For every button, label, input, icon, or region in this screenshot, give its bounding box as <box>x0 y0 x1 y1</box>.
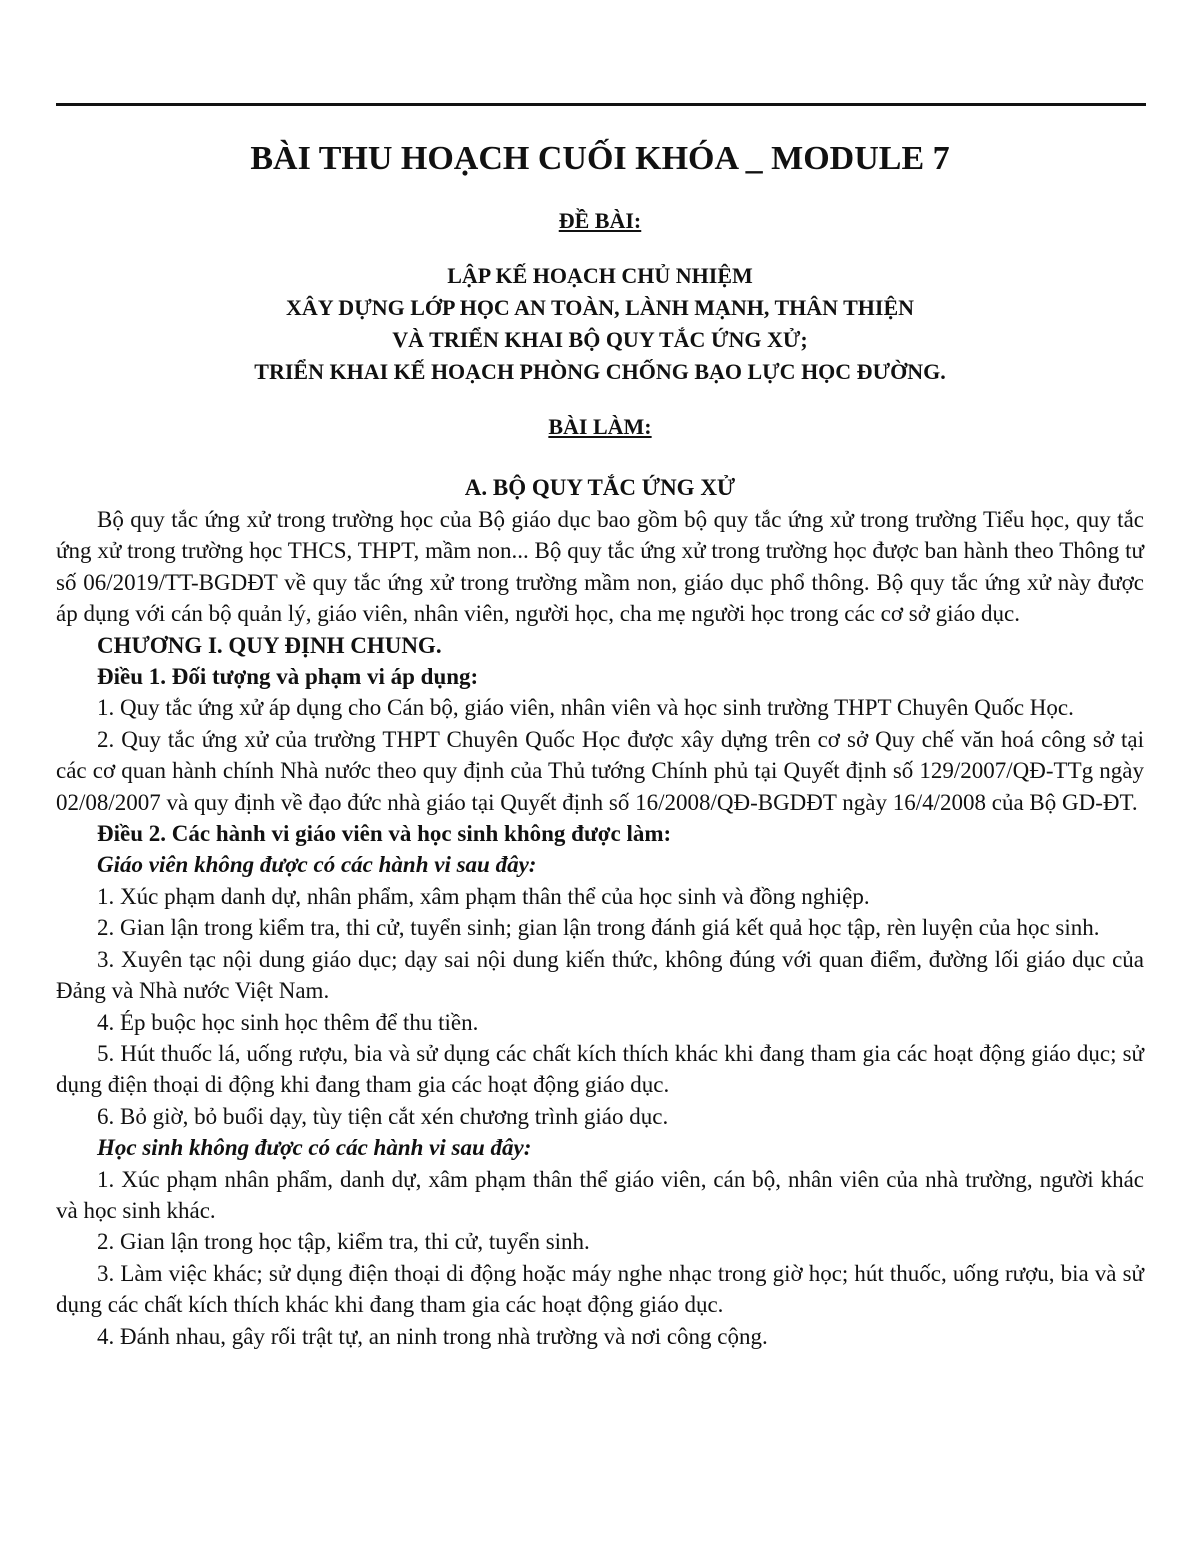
list-item: 2. Gian lận trong học tập, kiểm tra, thi cử, tuyển sinh. <box>97 1229 590 1255</box>
list-item: 1. Xúc phạm danh dự, nhân phẩm, xâm phạm thân thể của học sinh và đồng nghiệp. <box>97 883 870 909</box>
assignment-line: VÀ TRIỂN KHAI BỘ QUY TẮC ỨNG XỬ; <box>392 327 808 352</box>
body-text <box>56 504 1144 1352</box>
chapter-heading: CHƯƠNG I. QUY ĐỊNH CHUNG. <box>97 632 442 658</box>
assignment-line: TRIỂN KHAI KẾ HOẠCH PHÒNG CHỐNG BẠO LỰC HỌC ĐƯỜNG. <box>254 359 946 384</box>
list-item: 3. Xuyên tạc nội dung giáo dục; dạy sai nội dung kiến thức, không đúng với quan điểm, đường lối giáo dục của Đảng và Nhà nước Việt Nam. <box>56 946 1144 1004</box>
document-content <box>56 136 1144 1352</box>
de-bai-label: ĐỀ BÀI: <box>558 208 642 233</box>
section-a-title: A. BỘ QUY TẮC ỨNG XỬ <box>464 475 736 500</box>
bai-lam-label: BÀI LÀM: <box>548 414 652 439</box>
subheading: Giáo viên không được có các hành vi sau đây: <box>97 852 537 878</box>
list-item: 4. Ép buộc học sinh học thêm để thu tiền. <box>97 1009 479 1035</box>
list-item: 2. Gian lận trong kiểm tra, thi cử, tuyển sinh; gian lận trong đánh giá kết quả học tập, rèn luyện của học sinh. <box>97 915 1100 941</box>
paragraph: 2. Quy tắc ứng xử của trường THPT Chuyên Quốc Học được xây dựng trên cơ sở Quy chế văn hoá công sở tại các cơ quan hành chính Nhà nước theo quy định của Thủ tướng Chính phủ tại Quyết định số 129/2007/QĐ-TTg ngày 02/08/2007 và quy định về đạo đức nhà giáo tại Quyết định số 16/2008/QĐ-BGDĐT ngày 16/4/2008 của Bộ GD-ĐT. <box>56 726 1144 815</box>
header-rule <box>56 103 1146 106</box>
article-heading: Điều 1. Đối tượng và phạm vi áp dụng: <box>97 664 479 690</box>
assignment-line: LẬP KẾ HOẠCH CHỦ NHIỆM <box>447 263 753 288</box>
list-item: 6. Bỏ giờ, bỏ buổi dạy, tùy tiện cắt xén chương trình giáo dục. <box>97 1103 669 1129</box>
paragraph: 1. Quy tắc ứng xử áp dụng cho Cán bộ, giáo viên, nhân viên và học sinh trường THPT Chuyên Quốc Học. <box>97 695 1074 721</box>
assignment-line: XÂY DỰNG LỚP HỌC AN TOÀN, LÀNH MẠNH, THÂN THIỆN <box>285 295 915 320</box>
list-item: 5. Hút thuốc lá, uống rượu, bia và sử dụng các chất kích thích khác khi đang tham gia các hoạt động giáo dục; sử dụng điện thoại di động khi đang tham gia các hoạt động giáo dục. <box>56 1040 1144 1098</box>
article-heading: Điều 2. Các hành vi giáo viên và học sinh không được làm: <box>97 821 672 847</box>
list-item: 1. Xúc phạm nhân phẩm, danh dự, xâm phạm thân thể giáo viên, cán bộ, nhân viên của nhà trường, người khác và học sinh khác. <box>56 1166 1144 1223</box>
list-item: 4. Đánh nhau, gây rối trật tự, an ninh trong nhà trường và nơi công cộng. <box>97 1323 768 1349</box>
assignment-block <box>56 260 1144 388</box>
document-title: BÀI THU HOẠCH CUỐI KHÓA _ MODULE 7 <box>250 140 950 177</box>
paragraph: Bộ quy tắc ứng xử trong trường học của Bộ giáo dục bao gồm bộ quy tắc ứng xử trong trường Tiểu học, quy tắc ứng xử trong trường học THCS, THPT, mầm non... Bộ quy tắc ứng xử trong trường học được ban hành theo Thông tư số 06/2019/TT-BGDĐT về quy tắc ứng xử trong trường mầm non, giáo dục phổ thông. Bộ quy tắc ứng xử này được áp dụng với cán bộ quản lý, giáo viên, nhân viên, người học, cha mẹ người học trong các cơ sở giáo dục. <box>56 507 1144 627</box>
list-item: 3. Làm việc khác; sử dụng điện thoại di động hoặc máy nghe nhạc trong giờ học; hút thuốc, uống rượu, bia và sử dụng các chất kích thích khác khi đang tham gia các hoạt động giáo dục. <box>56 1260 1144 1318</box>
subheading: Học sinh không được có các hành vi sau đây: <box>97 1135 532 1161</box>
